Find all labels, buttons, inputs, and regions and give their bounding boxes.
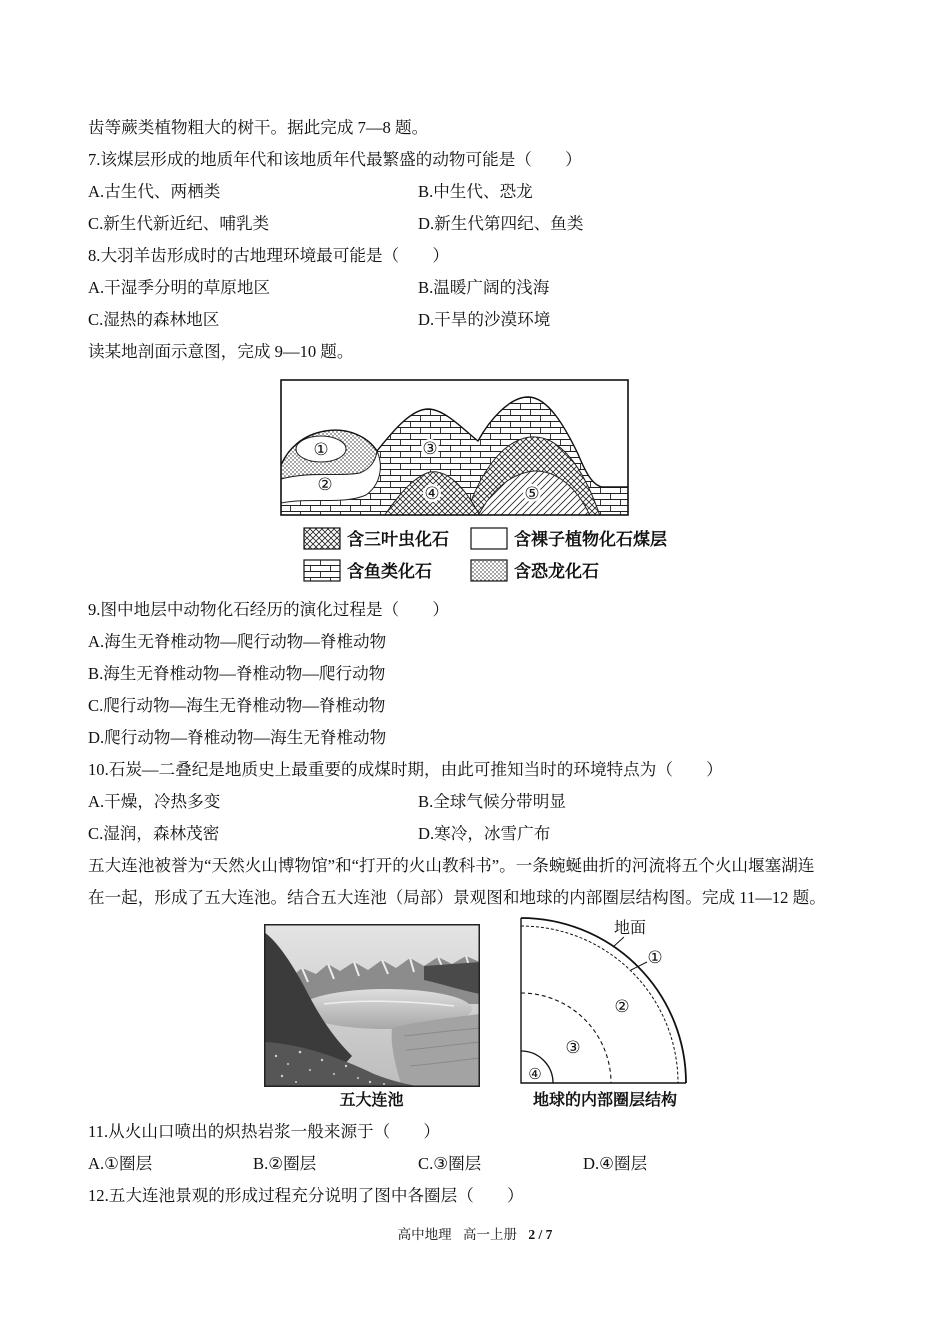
page-footer <box>0 1226 950 1244</box>
passage-11-12-line-2: 在一起，形成了五大连池。结合五大连池（局部）景观图和地球的内部圈层结构图。完成 11—12 题。 <box>88 888 826 907</box>
legend-swatch-dinosaur <box>471 560 507 581</box>
diagram-axes <box>521 918 686 1083</box>
question-7-option-a: A.古生代、两栖类 <box>88 182 221 201</box>
question-8-stem: 8.大羽羊齿形成时的古地理环境最可能是（ ） <box>88 246 449 265</box>
earth-layer-label-4: ④ <box>528 1065 542 1083</box>
question-8-option-a: A.干湿季分明的草原地区 <box>88 278 271 297</box>
question-10-option-d: D.寒冷，冰雪广布 <box>418 824 551 843</box>
question-11-option-d: D.④圈层 <box>583 1154 648 1173</box>
question-11-option-a: A.①圈层 <box>88 1154 153 1173</box>
question-8-option-c: C.湿热的森林地区 <box>88 310 220 329</box>
landscape-photo-caption: 五大连池 <box>339 1092 404 1109</box>
earth-layer-label-1: ① <box>647 948 663 968</box>
earth-internal-structure-diagram <box>518 912 694 1088</box>
wudalianchi-landscape-photo <box>264 924 480 1087</box>
earth-structure-caption: 地球的内部圈层结构 <box>532 1092 677 1109</box>
ground-surface-label: 地面 <box>614 920 647 937</box>
earth-layer-label-2: ② <box>614 997 630 1017</box>
question-7-option-b: B.中生代、恐龙 <box>418 182 533 201</box>
question-10-option-c: C.湿润，森林茂密 <box>88 824 220 843</box>
footer-subject: 高中地理 <box>397 1227 452 1242</box>
instruction-9-10: 读某地剖面示意图，完成 9—10 题。 <box>88 342 354 361</box>
question-9-option-a: A.海生无脊椎动物—爬行动物—脊椎动物 <box>88 632 387 651</box>
legend-label-dinosaur: 含恐龙化石 <box>514 562 599 581</box>
footer-page-number: 2 / 7 <box>528 1227 553 1242</box>
geologic-cross-section-figure <box>280 379 680 591</box>
layer-label-1: ① <box>313 440 329 460</box>
legend-label-fish: 含鱼类化石 <box>347 562 432 581</box>
layer-label-5: ⑤ <box>524 484 540 504</box>
question-10-stem: 10.石炭—二叠纪是地质史上最重要的成煤时期，由此可推知当时的环境特点为（ ） <box>88 760 723 779</box>
question-8-option-d: D.干旱的沙漠环境 <box>418 310 551 329</box>
passage-11-12-line-1: 五大连池被誉为“天然火山博物馆”和“打开的火山教科书”。一条蜿蜒曲折的河流将五个火山堰塞湖连 <box>88 856 815 875</box>
question-11-option-c: C.③圈层 <box>418 1154 482 1173</box>
passage-tail: 齿等蕨类植物粗大的树干。据此完成 7—8 题。 <box>88 118 429 137</box>
layer-label-3: ③ <box>422 439 438 459</box>
legend-swatch-gymnosperm-coal <box>471 528 507 549</box>
question-9-option-b: B.海生无脊椎动物—脊椎动物—爬行动物 <box>88 664 386 683</box>
footer-volume: 高一上册 <box>462 1227 517 1242</box>
question-8-option-b: B.温暖广阔的浅海 <box>418 278 550 297</box>
legend-label-trilobite: 含三叶虫化石 <box>347 530 449 549</box>
legend-swatch-fish <box>304 560 340 581</box>
question-11-option-b: B.②圈层 <box>253 1154 317 1173</box>
ground-surface-arc <box>521 918 686 1083</box>
question-7-option-d: D.新生代第四纪、鱼类 <box>418 214 584 233</box>
legend-label-gymnosperm-coal: 含裸子植物化石煤层 <box>514 530 667 549</box>
legend-swatch-trilobite <box>304 528 340 549</box>
question-10-option-b: B.全球气候分带明显 <box>418 792 566 811</box>
question-11-stem: 11.从火山口喷出的炽热岩浆一般来源于（ ） <box>88 1122 440 1141</box>
question-7-option-c: C.新生代新近纪、哺乳类 <box>88 214 270 233</box>
layer-label-2: ② <box>317 475 333 495</box>
question-7-stem: 7.该煤层形成的地质年代和该地质年代最繁盛的动物可能是（ ） <box>88 150 582 169</box>
ground-surface-leader-line <box>613 937 624 947</box>
question-10-option-a: A.干燥，冷热多变 <box>88 792 221 811</box>
question-12-stem: 12.五大连池景观的形成过程充分说明了图中各圈层（ ） <box>88 1186 524 1205</box>
question-9-stem: 9.图中地层中动物化石经历的演化过程是（ ） <box>88 600 449 619</box>
earth-layer-label-3: ③ <box>565 1038 581 1058</box>
layer-label-4: ④ <box>424 484 440 504</box>
question-9-option-d: D.爬行动物—脊椎动物—海生无脊椎动物 <box>88 728 387 747</box>
question-9-option-c: C.爬行动物—海生无脊椎动物—脊椎动物 <box>88 696 386 715</box>
